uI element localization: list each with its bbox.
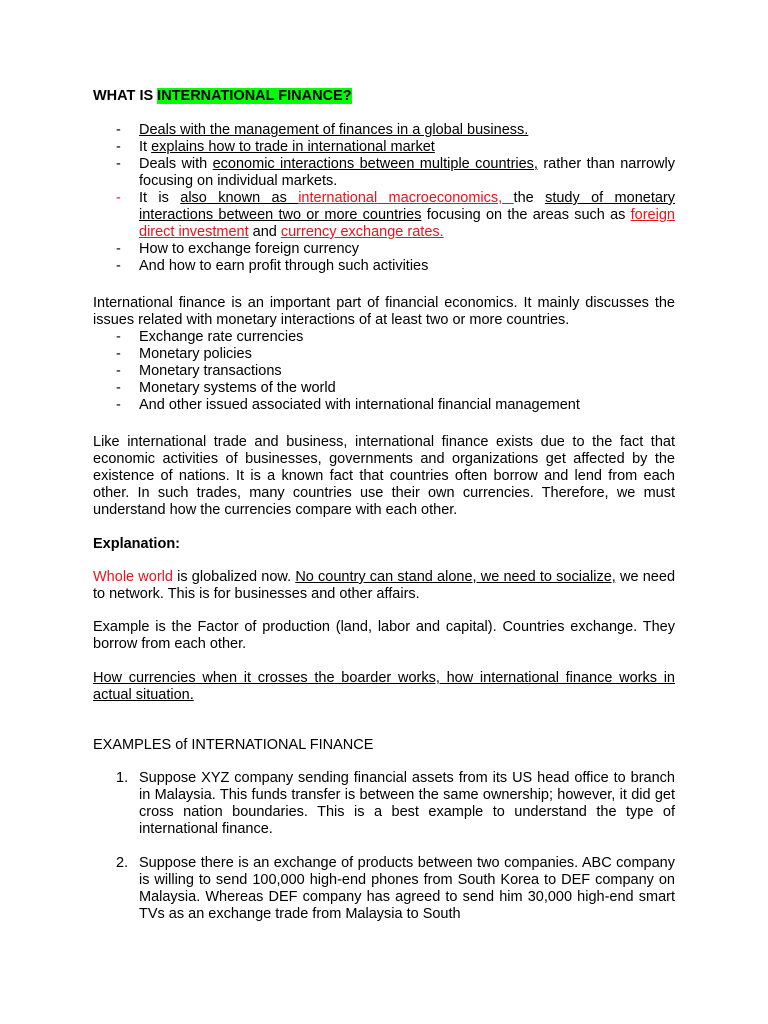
item-text-underlined: also known as xyxy=(180,190,299,206)
item-text-underlined: explains how to trade in international market xyxy=(151,139,435,155)
dash-marker: - xyxy=(116,122,121,138)
example-item xyxy=(93,770,675,838)
list-item xyxy=(93,380,675,397)
item-text: It is xyxy=(139,190,181,206)
para-text: is globalized now. xyxy=(172,569,296,585)
trade-paragraph: Like international trade and business, international finance exists due to the fact that economic activities of businesses, governments and organizations get affected by the existence of nations. It is a known fact that countries often borrow and lend from each other. In such trades, many countries use their own currencies. Therefore, we must understand how the currencies compare with each other. xyxy=(93,434,675,518)
list-item xyxy=(93,139,675,156)
factor-paragraph: Example is the Factor of production (land, labor and capital). Countries exchange. They borrow from each other. xyxy=(93,619,675,652)
dash-marker-red: - xyxy=(116,190,121,206)
item-text: Deals with the management of finances in a global business. xyxy=(139,122,529,138)
list-item xyxy=(93,258,675,275)
list-item xyxy=(93,397,675,414)
title-highlight: INTERNATIONAL FINANCE? xyxy=(157,88,352,104)
item-text: And other issued associated with international financial management xyxy=(139,397,580,413)
dash-marker: - xyxy=(116,397,121,413)
item-text-underlined: study of monetary interactions between two or more countries xyxy=(139,190,675,223)
issues-list xyxy=(93,329,675,414)
intro-paragraph: International finance is an important part of financial economics. It mainly discusses the issues related with monetary interactions of at least two or more countries. xyxy=(93,295,675,328)
dash-marker: - xyxy=(116,156,121,172)
item-text: focusing on the areas such as xyxy=(421,207,631,223)
para-text: we need to network. This is for businesses and other affairs. xyxy=(93,569,676,602)
list-item xyxy=(93,156,675,190)
currencies-paragraph: How currencies when it crosses the boarder works, how international finance works in actual situation. xyxy=(93,670,675,703)
example-item xyxy=(93,855,675,923)
example-number: 1. xyxy=(116,770,129,786)
example-text: Suppose there is an exchange of products between two companies. ABC company is willing to send 100,000 high-end phones from South Korea to DEF company on Malaysia. Whereas DEF company has agreed to send him 30,000 high-end smart TVs as an exchange trade from Malaysia to South xyxy=(139,855,675,922)
item-text: It xyxy=(139,139,152,155)
definition-list xyxy=(93,122,675,275)
list-item xyxy=(93,329,675,346)
item-text-red: foreign direct investment xyxy=(139,207,675,240)
example-text: Suppose XYZ company sending financial assets from its US head office to branch in Malaysia. This funds transfer is between the same ownership; however, it did get cross nation boundaries. This is a best example to understand the type of international finance. xyxy=(139,770,675,837)
item-text: Monetary policies xyxy=(139,346,252,362)
item-text: Deals with xyxy=(139,156,213,172)
list-item xyxy=(93,190,675,241)
explanation-heading: Explanation: xyxy=(93,536,181,552)
list-item xyxy=(93,122,675,139)
list-item xyxy=(93,241,675,258)
item-text-red: currency exchange rates. xyxy=(280,224,444,240)
item-text: Exchange rate currencies xyxy=(139,329,304,345)
item-text-red: international macroeconomics, xyxy=(298,190,514,206)
item-text: and xyxy=(248,224,281,240)
dash-marker: - xyxy=(116,241,121,257)
para-text-underlined: No country can stand alone, we need to socialize, xyxy=(295,569,616,585)
dash-marker: - xyxy=(116,329,121,345)
item-text: Monetary systems of the world xyxy=(139,380,336,396)
list-item xyxy=(93,363,675,380)
dash-marker: - xyxy=(116,139,121,155)
dash-marker: - xyxy=(116,346,121,362)
examples-heading: EXAMPLES of INTERNATIONAL FINANCE xyxy=(93,737,374,753)
dash-marker: - xyxy=(116,258,121,274)
item-text: And how to earn profit through such activities xyxy=(139,258,429,274)
dash-marker: - xyxy=(116,380,121,396)
globalized-paragraph xyxy=(93,569,675,603)
item-text: How to exchange foreign currency xyxy=(139,241,360,257)
page-title xyxy=(93,88,675,105)
item-text: rather than narrowly focusing on individual markets. xyxy=(139,156,675,189)
para-text-red: Whole world xyxy=(93,569,173,585)
title-prefix: WHAT IS xyxy=(93,88,158,104)
item-text-underlined: economic interactions between multiple countries, xyxy=(212,156,538,172)
list-item xyxy=(93,346,675,363)
examples-list xyxy=(93,770,675,923)
dash-marker: - xyxy=(116,363,121,379)
item-text: the xyxy=(513,190,546,206)
item-text: Monetary transactions xyxy=(139,363,282,379)
example-number: 2. xyxy=(116,855,129,871)
